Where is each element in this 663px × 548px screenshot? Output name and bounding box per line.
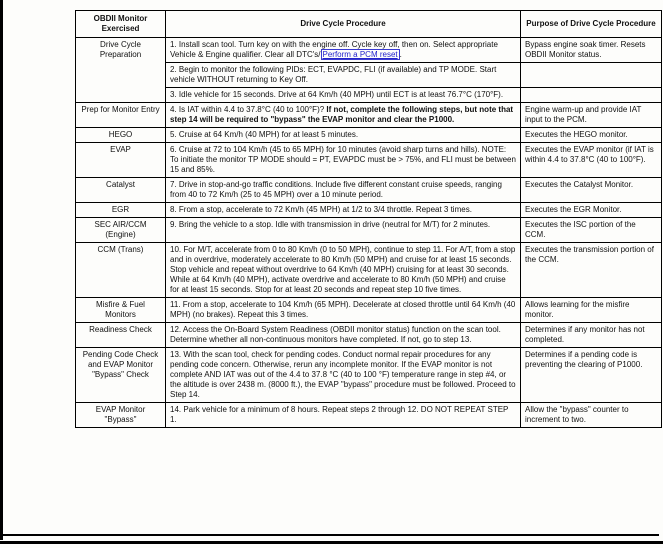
procedure-text: 4. Is IAT within 4.4 to 37.8°C (40 to 100°F)? <box>170 105 327 114</box>
procedure-text: 11. From a stop, accelerate to 104 Km/h (65 MPH). Decelerate at closed throttle until 64 Km/h (40 MPH) (no brakes). Repeat this 3 times. <box>170 300 516 319</box>
procedure-cell <box>166 88 521 103</box>
purpose-cell: Determines if a pending code is preventing the clearing of P1000. <box>521 348 662 403</box>
monitor-cell: CCM (Trans) <box>76 243 166 298</box>
procedure-bold-text: If not, complete the following steps, but note that step 14 will be required to "bypass" the EVAP monitor and clear the P1000. <box>170 105 514 124</box>
procedure-cell <box>166 178 521 203</box>
procedure-text: 6. Cruise at 72 to 104 Km/h (45 to 65 MPH) for 10 minutes (avoid sharp turns and hills). NOTE: To initiate the monitor TP MODE should = PT, EVAPDC must be > 75%, and FLI must be between 15 and 85%. <box>170 145 516 174</box>
purpose-cell: Bypass engine soak timer. Resets OBDII Monitor status. <box>521 38 662 63</box>
table-row <box>76 38 662 63</box>
procedure-text: 12. Access the On-Board System Readiness (OBDII monitor status) function on the scan tool. Determine whether all non-continuous monitors have completed. If not, go to step 13. <box>170 325 501 344</box>
monitor-cell: Readiness Check <box>76 323 166 348</box>
table-row <box>76 103 662 128</box>
page-border-left <box>0 0 3 540</box>
procedure-cell <box>166 128 521 143</box>
purpose-cell <box>521 63 662 88</box>
purpose-cell: Executes the EVAP monitor (if IAT is within 4.4 to 37.8°C (40 to 100°F). <box>521 143 662 178</box>
procedure-cell <box>166 243 521 298</box>
column-header-0: OBDII Monitor Exercised <box>76 11 166 38</box>
procedure-text: 1. Install scan tool. Turn key on with the engine off. Cycle key off, then on. Select appropriate Vehicle & Engine qualifier. Clear all DTC's/ <box>170 40 498 59</box>
procedure-cell <box>166 218 521 243</box>
procedure-cell <box>166 103 521 128</box>
purpose-cell: Executes the transmission portion of the CCM. <box>521 243 662 298</box>
monitor-cell: Pending Code Check and EVAP Monitor "Bypass" Check <box>76 348 166 403</box>
monitor-cell: Drive Cycle Preparation <box>76 38 166 103</box>
monitor-cell: Misfire & Fuel Monitors <box>76 298 166 323</box>
procedure-text: 8. From a stop, accelerate to 72 Km/h (45 MPH) at 1/2 to 3/4 throttle. Repeat 3 times. <box>170 205 472 214</box>
procedure-text: 13. With the scan tool, check for pending codes. Conduct normal repair procedures for any pending code concern. Otherwise, rerun any incomplete monitor. If the EVAP monitor is not complete AND IAT was out of the 4.4 to 37.8 °C (40 to 100 °F) temperature range in step #4, or the altitude is over 2438 m. (8000 ft.), the EVAP "bypass" procedure must be followed. Proceed to Step 14. <box>170 350 516 399</box>
column-header-1: Drive Cycle Procedure <box>166 11 521 38</box>
procedure-cell <box>166 203 521 218</box>
procedure-text: 9. Bring the vehicle to a stop. Idle with transmission in drive (neutral for M/T) for 2 minutes. <box>170 220 491 229</box>
purpose-cell: Executes the ISC portion of the CCM. <box>521 218 662 243</box>
procedure-cell <box>166 38 521 63</box>
table-row <box>76 403 662 428</box>
table-row <box>76 178 662 203</box>
table-row <box>76 203 662 218</box>
procedure-cell <box>166 63 521 88</box>
procedure-text: 10. For M/T, accelerate from 0 to 80 Km/h (0 to 50 MPH), continue to step 11. For A/T, from a stop and in overdrive, moderately accelerate to 80 Km/h (50 MPH) and cruise for at least 15 seconds. Stop vehicle and repeat without overdrive to 64 Km/h (40 MPH) cruising for at least 30 seconds. While at 64 Km/h (40 MPH), activate overdrive and accelerate to 80 Km/h (50 MPH) and cruise for at least 15 seconds. Stop for at least 20 seconds and repeat step 10 five times. <box>170 245 516 294</box>
pcm-reset-link[interactable]: Perform a PCM reset <box>322 50 398 59</box>
procedure-cell <box>166 348 521 403</box>
monitor-cell: Catalyst <box>76 178 166 203</box>
purpose-cell: Executes the Catalyst Monitor. <box>521 178 662 203</box>
table-row <box>76 143 662 178</box>
procedure-cell <box>166 143 521 178</box>
procedure-cell <box>166 403 521 428</box>
monitor-cell: Prep for Monitor Entry <box>76 103 166 128</box>
monitor-cell: EGR <box>76 203 166 218</box>
monitor-cell: SEC AIR/CCM (Engine) <box>76 218 166 243</box>
table-row <box>76 218 662 243</box>
column-header-2: Purpose of Drive Cycle Procedure <box>521 11 662 38</box>
purpose-cell: Engine warm-up and provide IAT input to the PCM. <box>521 103 662 128</box>
procedure-text: 5. Cruise at 64 Km/h (40 MPH) for at least 5 minutes. <box>170 130 359 139</box>
procedure-text: 3. Idle vehicle for 15 seconds. Drive at 64 Km/h (40 MPH) until ECT is at least 76.7°C (170°F). <box>170 90 504 99</box>
drive-cycle-table <box>75 10 662 428</box>
monitor-cell: EVAP Monitor "Bypass" <box>76 403 166 428</box>
header-row <box>76 11 662 38</box>
procedure-cell <box>166 298 521 323</box>
monitor-cell: EVAP <box>76 143 166 178</box>
footer-rule-top <box>3 534 659 536</box>
table-row <box>76 128 662 143</box>
monitor-cell: HEGO <box>76 128 166 143</box>
procedure-text: 7. Drive in stop-and-go traffic conditions. Include five different constant cruise speeds, ranging from 40 to 72 Km/h (25 to 45 MPH) over a 10 minute period. <box>170 180 502 199</box>
footer-rule-bottom <box>0 541 663 544</box>
table-row <box>76 323 662 348</box>
purpose-cell <box>521 88 662 103</box>
purpose-cell: Determines if any monitor has not completed. <box>521 323 662 348</box>
table-row <box>76 298 662 323</box>
procedure-text: 14. Park vehicle for a minimum of 8 hours. Repeat steps 2 through 12. DO NOT REPEAT STEP 1. <box>170 405 509 424</box>
procedure-text: . <box>399 50 402 59</box>
procedure-text: 2. Begin to monitor the following PIDs: ECT, EVAPDC, FLI (if available) and TP MODE. Start vehicle WITHOUT returning to Key Off. <box>170 65 497 84</box>
procedure-cell <box>166 323 521 348</box>
purpose-cell: Executes the HEGO monitor. <box>521 128 662 143</box>
purpose-cell: Executes the EGR Monitor. <box>521 203 662 218</box>
table-row <box>76 243 662 298</box>
purpose-cell: Allow the "bypass" counter to increment to two. <box>521 403 662 428</box>
table-row <box>76 348 662 403</box>
purpose-cell: Allows learning for the misfire monitor. <box>521 298 662 323</box>
